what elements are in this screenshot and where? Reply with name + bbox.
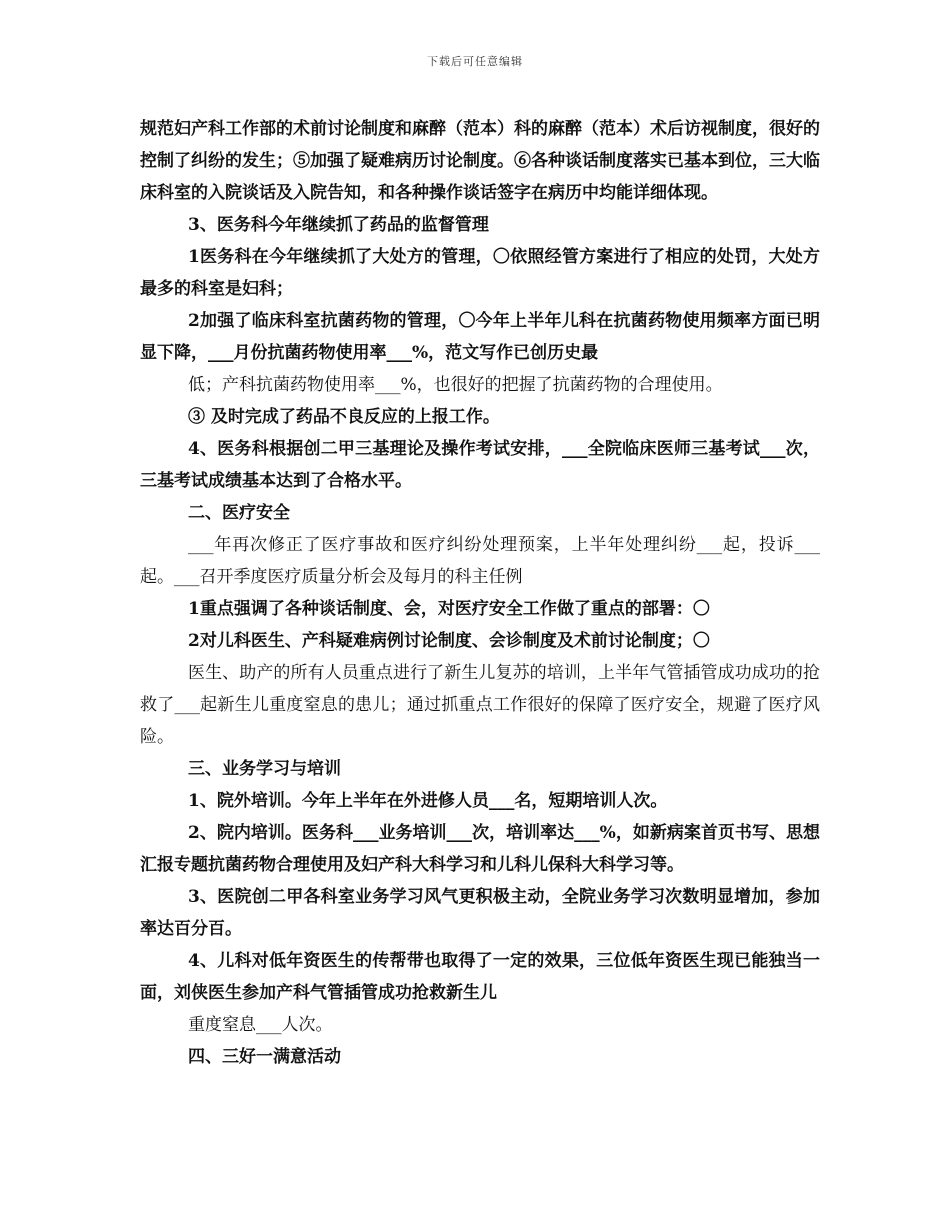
paragraph-11: 2对儿科医生、产科疑难病例讨论制度、会诊制度及术前讨论制度；〇 — [188, 631, 710, 651]
section-heading-medical-safety: 二、医疗安全 — [188, 503, 290, 523]
section-heading-activity: 四、三好一满意活动 — [188, 1047, 341, 1067]
document-body — [140, 113, 820, 1073]
paragraph-3: 1医务科在今年继续抓了大处方的管理，〇依照经管方案进行了相应的处罚，大处方最多的科室是妇科； — [140, 247, 820, 299]
page-header: 下载后可任意编辑 — [427, 55, 523, 68]
section-heading-training: 三、业务学习与培训 — [188, 759, 341, 779]
paragraph-2: 3、医务科今年继续抓了药品的监督管理 — [188, 215, 489, 235]
paragraph-5: 低；产科抗菌药物使用率___%，也很好的把握了抗菌药物的合理使用。 — [188, 375, 723, 395]
paragraph-12: 医生、助产的所有人员重点进行了新生儿复苏的培训，上半年气管插管成功成功的抢救了___起新生儿重度窒息的患儿；通过抓重点工作很好的保障了医疗安全，规避了医疗风险。 — [140, 663, 820, 747]
paragraph-17: 4、儿科对低年资医生的传帮带也取得了一定的效果，三位低年资医生现已能独当一面，刘侠医生参加产科气管插管成功抢救新生儿 — [140, 951, 820, 1003]
paragraph-16: 3、医院创二甲各科室业务学习风气更积极主动，全院业务学习次数明显增加，参加率达百分百。 — [140, 887, 820, 939]
paragraph-14: 1、院外培训。今年上半年在外进修人员___名，短期培训人次。 — [188, 791, 668, 811]
paragraph-15: 2、院内培训。医务科___业务培训___次，培训率达___%，如新病案首页书写、思想汇报专题抗菌药物合理使用及妇产科大科学习和儿科儿保科大科学习等。 — [140, 823, 820, 875]
paragraph-18: 重度窒息___人次。 — [188, 1015, 333, 1035]
paragraph-10: 1重点强调了各种谈话制度、会，对医疗安全工作做了重点的部署：〇 — [188, 599, 710, 619]
paragraph-9: ___年再次修正了医疗事故和医疗纠纷处理预案，上半年处理纠纷___起，投诉___起。___召开季度医疗质量分析会及每月的科主任例 — [140, 535, 820, 587]
paragraph-4: 2加强了临床科室抗菌药物的管理，〇今年上半年儿科在抗菌药物使用频率方面已明显下降，___月份抗菌药物使用率___%，范文写作已创历史最 — [140, 311, 820, 363]
paragraph-6: ③ 及时完成了药品不良反应的上报工作。 — [188, 407, 500, 427]
paragraph-7: 4、医务科根据创二甲三基理论及操作考试安排，___全院临床医师三基考试___次，三基考试成绩基本达到了合格水平。 — [140, 439, 820, 491]
paragraph-1: 规范妇产科工作部的术前讨论制度和麻醉（范本）科的麻醉（范本）术后访视制度，很好的控制了纠纷的发生；⑤加强了疑难病历讨论制度。⑥各种谈话制度落实已基本到位，三大临床科室的入院谈话及入院告知，和各种操作谈话签字在病历中均能详细体现。 — [140, 119, 820, 203]
